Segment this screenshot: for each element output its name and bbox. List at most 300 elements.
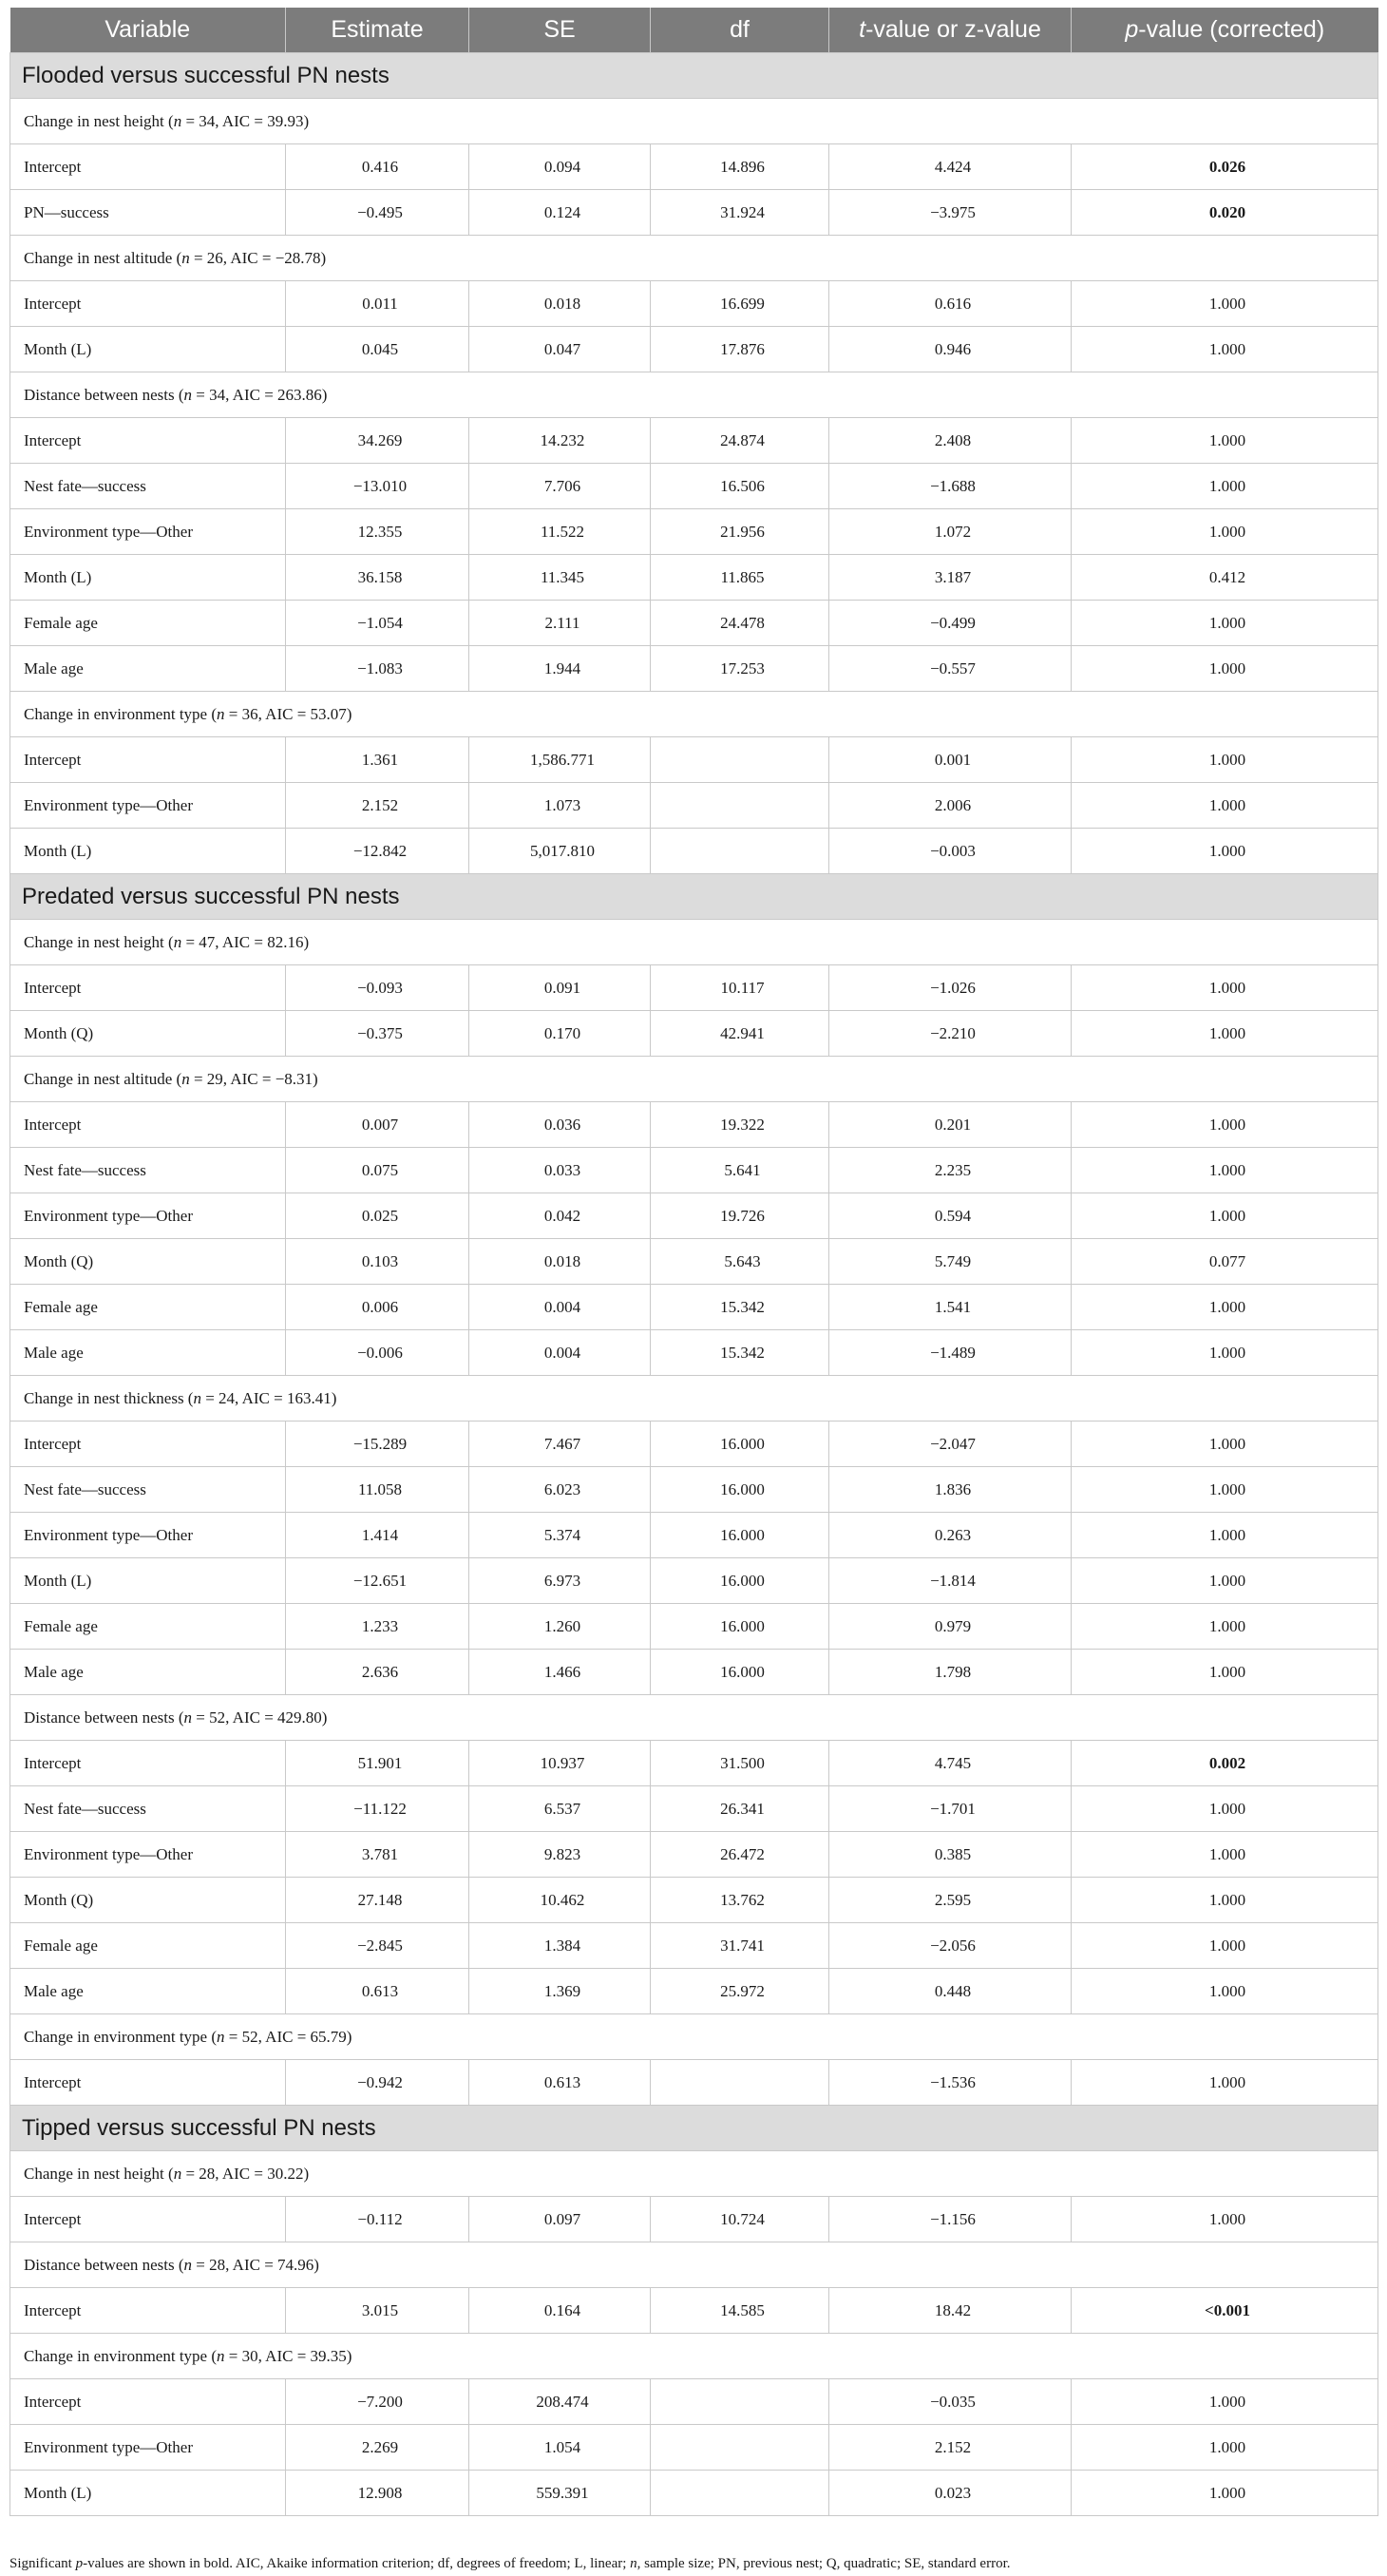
- cell-df: 16.000: [651, 1604, 829, 1650]
- cell-se: 0.018: [469, 1239, 651, 1285]
- cell-variable: Intercept: [10, 2379, 286, 2425]
- header-variable: Variable: [10, 8, 286, 53]
- cell-variable: Month (Q): [10, 1239, 286, 1285]
- cell-t-or-z-value: 2.006: [829, 783, 1072, 829]
- cell-se: 11.522: [469, 509, 651, 555]
- cell-variable: Environment type—Other: [10, 1832, 286, 1878]
- cell-df: [651, 737, 829, 783]
- cell-p-value: 1.000: [1072, 783, 1378, 829]
- cell-estimate: 1.233: [286, 1604, 469, 1650]
- cell-se: 6.023: [469, 1467, 651, 1513]
- cell-p-value: 1.000: [1072, 646, 1378, 692]
- cell-t-or-z-value: 0.616: [829, 281, 1072, 327]
- cell-se: 1.054: [469, 2425, 651, 2471]
- cell-estimate: −7.200: [286, 2379, 469, 2425]
- table-row: [10, 2288, 1378, 2334]
- cell-p-value: 1.000: [1072, 1148, 1378, 1193]
- cell-p-value: 1.000: [1072, 1604, 1378, 1650]
- table-row: [10, 965, 1378, 1011]
- table-row: [10, 1148, 1378, 1193]
- table-row: [10, 2197, 1378, 2242]
- cell-se: 1.944: [469, 646, 651, 692]
- cell-p-value: 1.000: [1072, 2060, 1378, 2106]
- model-title: Distance between nests (n = 28, AIC = 74.96): [10, 2242, 1378, 2288]
- table-row: [10, 1467, 1378, 1513]
- cell-estimate: 27.148: [286, 1878, 469, 1923]
- cell-t-or-z-value: 1.798: [829, 1650, 1072, 1695]
- cell-variable: Intercept: [10, 281, 286, 327]
- cell-variable: Month (L): [10, 829, 286, 874]
- cell-df: 21.956: [651, 509, 829, 555]
- cell-t-or-z-value: 0.001: [829, 737, 1072, 783]
- cell-variable: Male age: [10, 1330, 286, 1376]
- cell-variable: Intercept: [10, 418, 286, 464]
- table-row: [10, 1102, 1378, 1148]
- section-header-row: [10, 2106, 1378, 2151]
- cell-se: 0.170: [469, 1011, 651, 1057]
- cell-estimate: 2.636: [286, 1650, 469, 1695]
- cell-df: 42.941: [651, 1011, 829, 1057]
- model-title: Change in environment type (n = 52, AIC = 65.79): [10, 2014, 1378, 2060]
- cell-t-or-z-value: 3.187: [829, 555, 1072, 601]
- cell-df: 13.762: [651, 1878, 829, 1923]
- cell-p-value: 1.000: [1072, 1923, 1378, 1969]
- model-subheader-row: [10, 1695, 1378, 1741]
- cell-estimate: −1.083: [286, 646, 469, 692]
- cell-t-or-z-value: 2.408: [829, 418, 1072, 464]
- cell-t-or-z-value: −3.975: [829, 190, 1072, 236]
- table-row: [10, 1558, 1378, 1604]
- cell-df: 31.924: [651, 190, 829, 236]
- cell-t-or-z-value: 0.594: [829, 1193, 1072, 1239]
- cell-se: 5,017.810: [469, 829, 651, 874]
- cell-df: 19.726: [651, 1193, 829, 1239]
- cell-t-or-z-value: −1.701: [829, 1786, 1072, 1832]
- cell-se: 2.111: [469, 601, 651, 646]
- model-title: Change in nest height (n = 28, AIC = 30.22): [10, 2151, 1378, 2197]
- cell-estimate: 2.152: [286, 783, 469, 829]
- model-title: Distance between nests (n = 34, AIC = 263.86): [10, 372, 1378, 418]
- cell-estimate: 0.075: [286, 1148, 469, 1193]
- cell-p-value: <0.001: [1072, 2288, 1378, 2334]
- model-title: Change in environment type (n = 36, AIC = 53.07): [10, 692, 1378, 737]
- cell-variable: Intercept: [10, 2288, 286, 2334]
- table-row: [10, 190, 1378, 236]
- table-row: [10, 1832, 1378, 1878]
- cell-p-value: 1.000: [1072, 1513, 1378, 1558]
- cell-df: 11.865: [651, 555, 829, 601]
- cell-df: 16.506: [651, 464, 829, 509]
- cell-estimate: 0.011: [286, 281, 469, 327]
- section-title: Tipped versus successful PN nests: [10, 2106, 1378, 2151]
- cell-t-or-z-value: −1.814: [829, 1558, 1072, 1604]
- model-subheader-row: [10, 2014, 1378, 2060]
- cell-variable: Intercept: [10, 965, 286, 1011]
- cell-se: 10.462: [469, 1878, 651, 1923]
- cell-p-value: 1.000: [1072, 1193, 1378, 1239]
- table-row: [10, 1285, 1378, 1330]
- cell-variable: Environment type—Other: [10, 1193, 286, 1239]
- header-df: df: [651, 8, 829, 53]
- model-subheader-row: [10, 920, 1378, 965]
- cell-se: 1.073: [469, 783, 651, 829]
- cell-estimate: −12.842: [286, 829, 469, 874]
- cell-t-or-z-value: −2.210: [829, 1011, 1072, 1057]
- cell-p-value: 0.077: [1072, 1239, 1378, 1285]
- table-row: [10, 2471, 1378, 2516]
- cell-t-or-z-value: −2.056: [829, 1923, 1072, 1969]
- cell-estimate: −2.845: [286, 1923, 469, 1969]
- cell-p-value: 1.000: [1072, 464, 1378, 509]
- cell-df: [651, 2379, 829, 2425]
- cell-df: 16.000: [651, 1467, 829, 1513]
- cell-p-value: 1.000: [1072, 1650, 1378, 1695]
- cell-estimate: 0.025: [286, 1193, 469, 1239]
- cell-variable: Nest fate—success: [10, 1786, 286, 1832]
- cell-variable: Intercept: [10, 1102, 286, 1148]
- cell-df: [651, 783, 829, 829]
- cell-estimate: −11.122: [286, 1786, 469, 1832]
- cell-estimate: 1.414: [286, 1513, 469, 1558]
- header-se: SE: [469, 8, 651, 53]
- cell-p-value: 1.000: [1072, 1102, 1378, 1148]
- model-title: Change in nest height (n = 34, AIC = 39.93): [10, 99, 1378, 144]
- cell-p-value: 1.000: [1072, 509, 1378, 555]
- model-subheader-row: [10, 2151, 1378, 2197]
- cell-estimate: −0.495: [286, 190, 469, 236]
- cell-estimate: −0.942: [286, 2060, 469, 2106]
- model-title: Change in nest altitude (n = 26, AIC = −28.78): [10, 236, 1378, 281]
- cell-se: 0.613: [469, 2060, 651, 2106]
- table-row: [10, 646, 1378, 692]
- section-title: Flooded versus successful PN nests: [10, 53, 1378, 99]
- cell-se: 5.374: [469, 1513, 651, 1558]
- cell-variable: Environment type—Other: [10, 783, 286, 829]
- cell-p-value: 1.000: [1072, 1878, 1378, 1923]
- cell-variable: Intercept: [10, 2197, 286, 2242]
- table-row: [10, 1650, 1378, 1695]
- cell-estimate: −1.054: [286, 601, 469, 646]
- model-title: Distance between nests (n = 52, AIC = 429.80): [10, 1695, 1378, 1741]
- cell-df: 10.724: [651, 2197, 829, 2242]
- cell-p-value: 1.000: [1072, 327, 1378, 372]
- cell-se: 0.094: [469, 144, 651, 190]
- cell-estimate: −0.006: [286, 1330, 469, 1376]
- cell-estimate: 0.007: [286, 1102, 469, 1148]
- cell-t-or-z-value: 0.979: [829, 1604, 1072, 1650]
- table-header-row: [10, 8, 1378, 53]
- cell-variable: Environment type—Other: [10, 509, 286, 555]
- cell-p-value: 1.000: [1072, 1969, 1378, 2014]
- cell-se: 1,586.771: [469, 737, 651, 783]
- table-body: [10, 53, 1378, 2516]
- cell-variable: Male age: [10, 1650, 286, 1695]
- cell-t-or-z-value: 0.201: [829, 1102, 1072, 1148]
- section-title: Predated versus successful PN nests: [10, 874, 1378, 920]
- cell-variable: PN—success: [10, 190, 286, 236]
- cell-t-or-z-value: 1.072: [829, 509, 1072, 555]
- table-row: [10, 327, 1378, 372]
- cell-t-or-z-value: 18.42: [829, 2288, 1072, 2334]
- model-title: Change in environment type (n = 30, AIC = 39.35): [10, 2334, 1378, 2379]
- cell-t-or-z-value: 0.023: [829, 2471, 1072, 2516]
- cell-df: 15.342: [651, 1285, 829, 1330]
- cell-estimate: 11.058: [286, 1467, 469, 1513]
- cell-t-or-z-value: 0.263: [829, 1513, 1072, 1558]
- table-row: [10, 464, 1378, 509]
- cell-variable: Male age: [10, 646, 286, 692]
- cell-p-value: 0.026: [1072, 144, 1378, 190]
- cell-df: 5.643: [651, 1239, 829, 1285]
- table-row: [10, 1011, 1378, 1057]
- cell-df: 16.000: [651, 1650, 829, 1695]
- table-row: [10, 144, 1378, 190]
- cell-p-value: 1.000: [1072, 1558, 1378, 1604]
- cell-variable: Nest fate—success: [10, 464, 286, 509]
- cell-t-or-z-value: 2.152: [829, 2425, 1072, 2471]
- cell-variable: Female age: [10, 1604, 286, 1650]
- model-subheader-row: [10, 692, 1378, 737]
- cell-df: 16.000: [651, 1558, 829, 1604]
- cell-df: 16.000: [651, 1513, 829, 1558]
- cell-variable: Environment type—Other: [10, 1513, 286, 1558]
- cell-df: 10.117: [651, 965, 829, 1011]
- cell-df: [651, 2471, 829, 2516]
- table-row: [10, 1513, 1378, 1558]
- results-table: [10, 8, 1378, 2516]
- cell-t-or-z-value: −1.489: [829, 1330, 1072, 1376]
- cell-se: 1.466: [469, 1650, 651, 1695]
- cell-p-value: 1.000: [1072, 2425, 1378, 2471]
- table-row: [10, 1786, 1378, 1832]
- cell-se: 6.973: [469, 1558, 651, 1604]
- cell-df: 17.876: [651, 327, 829, 372]
- model-title: Change in nest altitude (n = 29, AIC = −8.31): [10, 1057, 1378, 1102]
- cell-estimate: 1.361: [286, 737, 469, 783]
- model-title: Change in nest thickness (n = 24, AIC = 163.41): [10, 1376, 1378, 1422]
- cell-estimate: 3.781: [286, 1832, 469, 1878]
- table-row: [10, 2425, 1378, 2471]
- cell-t-or-z-value: 1.836: [829, 1467, 1072, 1513]
- cell-p-value: 1.000: [1072, 737, 1378, 783]
- cell-df: 16.699: [651, 281, 829, 327]
- cell-t-or-z-value: 4.745: [829, 1741, 1072, 1786]
- table-row: [10, 2060, 1378, 2106]
- cell-variable: Female age: [10, 1285, 286, 1330]
- cell-se: 0.004: [469, 1330, 651, 1376]
- cell-variable: Female age: [10, 601, 286, 646]
- cell-se: 6.537: [469, 1786, 651, 1832]
- cell-p-value: 0.020: [1072, 190, 1378, 236]
- table-row: [10, 829, 1378, 874]
- model-subheader-row: [10, 1376, 1378, 1422]
- cell-t-or-z-value: 0.448: [829, 1969, 1072, 2014]
- cell-estimate: 0.006: [286, 1285, 469, 1330]
- cell-se: 7.467: [469, 1422, 651, 1467]
- cell-p-value: 1.000: [1072, 2471, 1378, 2516]
- cell-estimate: 0.416: [286, 144, 469, 190]
- cell-df: 16.000: [651, 1422, 829, 1467]
- cell-t-or-z-value: 4.424: [829, 144, 1072, 190]
- cell-se: 0.004: [469, 1285, 651, 1330]
- cell-t-or-z-value: 2.595: [829, 1878, 1072, 1923]
- model-subheader-row: [10, 2334, 1378, 2379]
- cell-se: 208.474: [469, 2379, 651, 2425]
- cell-estimate: 0.103: [286, 1239, 469, 1285]
- model-subheader-row: [10, 1057, 1378, 1102]
- cell-df: 15.342: [651, 1330, 829, 1376]
- cell-estimate: 51.901: [286, 1741, 469, 1786]
- cell-p-value: 1.000: [1072, 1285, 1378, 1330]
- section-header-row: [10, 874, 1378, 920]
- cell-estimate: −0.112: [286, 2197, 469, 2242]
- cell-se: 0.033: [469, 1148, 651, 1193]
- header-t-or-z-value: t-value or z-value: [829, 8, 1072, 53]
- table-row: [10, 1923, 1378, 1969]
- cell-se: 7.706: [469, 464, 651, 509]
- cell-se: 0.047: [469, 327, 651, 372]
- cell-estimate: 36.158: [286, 555, 469, 601]
- cell-variable: Month (Q): [10, 1011, 286, 1057]
- cell-p-value: 1.000: [1072, 418, 1378, 464]
- cell-p-value: 1.000: [1072, 1832, 1378, 1878]
- cell-p-value: 1.000: [1072, 1330, 1378, 1376]
- cell-df: 24.874: [651, 418, 829, 464]
- cell-t-or-z-value: −0.003: [829, 829, 1072, 874]
- cell-df: 19.322: [651, 1102, 829, 1148]
- results-table-container: [10, 8, 1378, 2516]
- cell-variable: Intercept: [10, 737, 286, 783]
- table-row: [10, 737, 1378, 783]
- cell-p-value: 1.000: [1072, 601, 1378, 646]
- cell-df: [651, 2425, 829, 2471]
- cell-df: [651, 829, 829, 874]
- cell-p-value: 1.000: [1072, 281, 1378, 327]
- cell-estimate: 3.015: [286, 2288, 469, 2334]
- table-row: [10, 783, 1378, 829]
- table-row: [10, 1741, 1378, 1786]
- cell-se: 1.260: [469, 1604, 651, 1650]
- table-row: [10, 281, 1378, 327]
- header-p-value-corrected: p-value (corrected): [1072, 8, 1378, 53]
- cell-p-value: 1.000: [1072, 2379, 1378, 2425]
- table-row: [10, 1878, 1378, 1923]
- cell-se: 1.369: [469, 1969, 651, 2014]
- cell-variable: Intercept: [10, 2060, 286, 2106]
- cell-df: 14.896: [651, 144, 829, 190]
- cell-t-or-z-value: 0.946: [829, 327, 1072, 372]
- table-footnote: Significant p-values are shown in bold. AIC, Akaike information criterion; df, degrees of freedom; L, linear; n, sample size; PN, previous nest; Q, quadratic; SE, standard error.: [10, 2556, 1011, 2571]
- cell-variable: Intercept: [10, 144, 286, 190]
- cell-estimate: 34.269: [286, 418, 469, 464]
- cell-variable: Month (L): [10, 2471, 286, 2516]
- cell-df: 31.500: [651, 1741, 829, 1786]
- table-row: [10, 418, 1378, 464]
- header-estimate: Estimate: [286, 8, 469, 53]
- cell-t-or-z-value: −2.047: [829, 1422, 1072, 1467]
- cell-t-or-z-value: 0.385: [829, 1832, 1072, 1878]
- table-row: [10, 1604, 1378, 1650]
- cell-estimate: −0.093: [286, 965, 469, 1011]
- cell-se: 0.091: [469, 965, 651, 1011]
- cell-t-or-z-value: −0.035: [829, 2379, 1072, 2425]
- cell-df: 14.585: [651, 2288, 829, 2334]
- cell-variable: Month (Q): [10, 1878, 286, 1923]
- table-row: [10, 509, 1378, 555]
- cell-se: 1.384: [469, 1923, 651, 1969]
- cell-p-value: 0.002: [1072, 1741, 1378, 1786]
- cell-t-or-z-value: −1.156: [829, 2197, 1072, 2242]
- cell-p-value: 1.000: [1072, 1786, 1378, 1832]
- cell-se: 0.042: [469, 1193, 651, 1239]
- table-row: [10, 555, 1378, 601]
- cell-se: 11.345: [469, 555, 651, 601]
- model-subheader-row: [10, 372, 1378, 418]
- cell-p-value: 1.000: [1072, 1467, 1378, 1513]
- cell-df: 24.478: [651, 601, 829, 646]
- cell-df: [651, 2060, 829, 2106]
- cell-variable: Male age: [10, 1969, 286, 2014]
- cell-se: 9.823: [469, 1832, 651, 1878]
- cell-se: 10.937: [469, 1741, 651, 1786]
- cell-t-or-z-value: −1.688: [829, 464, 1072, 509]
- cell-se: 0.097: [469, 2197, 651, 2242]
- model-subheader-row: [10, 99, 1378, 144]
- cell-t-or-z-value: −0.557: [829, 646, 1072, 692]
- cell-se: 0.164: [469, 2288, 651, 2334]
- cell-estimate: −0.375: [286, 1011, 469, 1057]
- cell-estimate: 0.613: [286, 1969, 469, 2014]
- cell-variable: Intercept: [10, 1741, 286, 1786]
- cell-variable: Nest fate—success: [10, 1148, 286, 1193]
- cell-t-or-z-value: 5.749: [829, 1239, 1072, 1285]
- cell-t-or-z-value: 2.235: [829, 1148, 1072, 1193]
- table-row: [10, 601, 1378, 646]
- cell-se: 0.018: [469, 281, 651, 327]
- cell-df: 26.472: [651, 1832, 829, 1878]
- table-row: [10, 2379, 1378, 2425]
- cell-se: 559.391: [469, 2471, 651, 2516]
- cell-estimate: 0.045: [286, 327, 469, 372]
- cell-estimate: 12.908: [286, 2471, 469, 2516]
- cell-df: 5.641: [651, 1148, 829, 1193]
- cell-se: 14.232: [469, 418, 651, 464]
- cell-estimate: 12.355: [286, 509, 469, 555]
- cell-estimate: 2.269: [286, 2425, 469, 2471]
- cell-se: 0.124: [469, 190, 651, 236]
- cell-p-value: 1.000: [1072, 965, 1378, 1011]
- table-row: [10, 1193, 1378, 1239]
- cell-variable: Month (L): [10, 327, 286, 372]
- cell-variable: Month (L): [10, 1558, 286, 1604]
- model-subheader-row: [10, 236, 1378, 281]
- cell-estimate: −12.651: [286, 1558, 469, 1604]
- cell-variable: Environment type—Other: [10, 2425, 286, 2471]
- table-row: [10, 1330, 1378, 1376]
- cell-p-value: 0.412: [1072, 555, 1378, 601]
- cell-df: 26.341: [651, 1786, 829, 1832]
- cell-variable: Nest fate—success: [10, 1467, 286, 1513]
- table-row: [10, 1422, 1378, 1467]
- model-title: Change in nest height (n = 47, AIC = 82.16): [10, 920, 1378, 965]
- cell-t-or-z-value: 1.541: [829, 1285, 1072, 1330]
- cell-df: 25.972: [651, 1969, 829, 2014]
- cell-df: 17.253: [651, 646, 829, 692]
- cell-t-or-z-value: −0.499: [829, 601, 1072, 646]
- cell-p-value: 1.000: [1072, 2197, 1378, 2242]
- cell-estimate: −15.289: [286, 1422, 469, 1467]
- table-row: [10, 1239, 1378, 1285]
